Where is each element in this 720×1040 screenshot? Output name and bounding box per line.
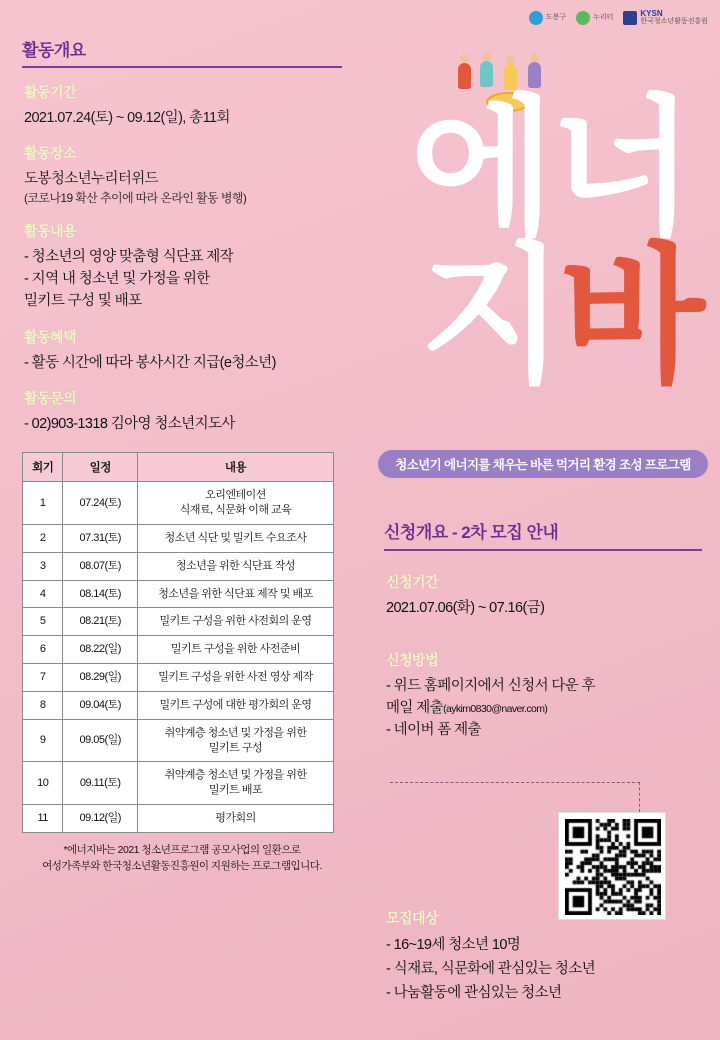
activity-place-label: 활동장소 (24, 145, 77, 162)
application-method-line-3: - 네이버 폼 제출 (386, 721, 481, 738)
application-overview-title: 신청개요 - 2차 모집 안내 (384, 518, 702, 551)
activity-content-label: 활동내용 (24, 223, 77, 240)
activity-benefit-value (24, 353, 352, 375)
kysn-logo-abbrev: KYSN (640, 9, 663, 18)
schedule-cell-content: 청소년을 위한 식단표 제작 및 배포 (138, 580, 334, 608)
schedule-cell-date: 09.11(토) (63, 762, 138, 805)
schedule-cell-date: 08.22(일) (63, 636, 138, 664)
recruit-target-line-3: - 나눔활동에 관심있는 청소년 (386, 984, 562, 1001)
activity-benefit-note: (e청소년) (219, 354, 276, 371)
title-char-2: 너 (550, 84, 689, 252)
program-footnote: *에너지바는 2021 청소년프로그램 공모사업의 일환으로 여성가족부와 한국청소년활동진흥원이 지원하는 프로그램입니다. (42, 843, 322, 872)
table-row (23, 608, 334, 636)
recruit-target-line-2: - 식재료, 식문화에 관심있는 청소년 (386, 960, 596, 977)
activity-overview-title: 활동개요 (22, 36, 342, 68)
right-column (372, 0, 708, 1040)
table-row (23, 524, 334, 552)
schedule-cell-content: 취약계층 청소년 및 가정을 위한 밀키트 배포 (138, 762, 334, 805)
schedule-cell-date: 07.24(토) (63, 482, 138, 525)
table-row (23, 664, 334, 692)
schedule-cell-no: 10 (23, 762, 63, 805)
recruit-target-line-1: - 16~19세 청소년 10명 (386, 937, 521, 953)
schedule-cell-date: 09.05(일) (63, 719, 138, 762)
title-char-1: 에 (410, 84, 549, 252)
schedule-cell-date: 07.31(토) (63, 524, 138, 552)
activity-content-line-1: - 청소년의 영양 맞춤형 식단표 제작 (24, 249, 234, 266)
schedule-cell-date: 08.14(토) (63, 580, 138, 608)
schedule-cell-content: 평가회의 (138, 805, 334, 833)
schedule-cell-content: 오리엔테이션 식재료, 식문화 이해 교육 (138, 482, 334, 525)
qr-connector-line (390, 782, 640, 783)
schedule-cell-content: 밀키트 구성을 위한 사전회의 운영 (138, 608, 334, 636)
schedule-cell-no: 1 (23, 482, 63, 525)
schedule-header-row (23, 453, 334, 482)
application-method-block (386, 650, 704, 741)
table-row (23, 552, 334, 580)
application-qr-code[interactable] (558, 812, 666, 920)
schedule-cell-no: 8 (23, 691, 63, 719)
qr-connector-line-vertical (639, 782, 640, 812)
application-method-line-2 (386, 698, 704, 720)
activity-contact-label: 활동문의 (24, 390, 77, 407)
qr-code-image (565, 819, 661, 915)
table-row (23, 762, 334, 805)
activity-overview-column (22, 36, 352, 874)
schedule-cell-no: 3 (23, 552, 63, 580)
schedule-cell-date: 08.29(일) (63, 664, 138, 692)
schedule-cell-date: 08.21(토) (63, 608, 138, 636)
activity-content-line-2: - 지역 내 청소년 및 가정을 위한 (24, 271, 210, 288)
schedule-cell-no: 4 (23, 580, 63, 608)
schedule-cell-content: 청소년을 위한 식단표 작성 (138, 552, 334, 580)
schedule-table (22, 452, 334, 833)
activity-period-label: 활동기간 (24, 84, 77, 100)
schedule-cell-content: 밀키트 구성에 대한 평가회의 운영 (138, 691, 334, 719)
schedule-header-date: 일정 (63, 453, 138, 482)
recruit-target-block (386, 908, 704, 1006)
application-method-line-2-text: 메일 제출 (386, 699, 444, 716)
schedule-cell-no: 6 (23, 636, 63, 664)
activity-content-line-3: 밀키트 구성 및 배포 (24, 292, 142, 309)
kysn-logo-full: 한국청소년활동진흥원 (640, 18, 708, 26)
activity-period-value: 2021.07.24(토) ~ 09.12(일), 총11회 (24, 110, 230, 126)
activity-benefit-label: 활동혜택 (24, 328, 77, 345)
schedule-header-content: 내용 (138, 453, 334, 482)
dobong-gu-logo-text: 도봉구 (545, 14, 567, 22)
schedule-cell-content: 밀키트 구성을 위한 사전준비 (138, 636, 334, 664)
title-char-4: 바 (560, 232, 699, 400)
table-row (23, 805, 334, 833)
recruit-target-label: 모집대상 (386, 910, 439, 926)
application-method-label: 신청방법 (386, 652, 439, 668)
program-title-art (390, 86, 710, 426)
application-email: (aykim0830@naver.com) (443, 702, 548, 715)
schedule-cell-no: 11 (23, 805, 63, 833)
application-period-block (386, 572, 704, 620)
application-method-line-1: - 위드 홈페이지에서 신청서 다운 후 (386, 678, 596, 694)
schedule-cell-date: 08.07(토) (63, 552, 138, 580)
schedule-cell-content: 밀키트 구성을 위한 사전 영상 제작 (138, 664, 334, 692)
schedule-cell-content: 청소년 식단 및 밀키트 수요조사 (138, 524, 334, 552)
table-row (23, 482, 334, 525)
activity-benefit-text: - 활동 시간에 따라 봉사시간 지급 (24, 354, 220, 371)
schedule-cell-no: 7 (23, 664, 63, 692)
schedule-cell-no: 5 (23, 608, 63, 636)
title-char-3: 지 (420, 232, 559, 400)
table-row (23, 636, 334, 664)
schedule-cell-content: 취약계층 청소년 및 가정을 위한 밀키트 구성 (138, 719, 334, 762)
schedule-cell-date: 09.12(일) (63, 805, 138, 833)
schedule-cell-no: 9 (23, 719, 63, 762)
schedule-cell-date: 09.04(토) (63, 691, 138, 719)
table-row (23, 691, 334, 719)
table-row (23, 580, 334, 608)
program-tagline-ribbon: 청소년기 에너지를 채우는 바른 먹거리 환경 조성 프로그램 (378, 450, 708, 478)
activity-place-note: (코로나19 확산 추이에 따라 온라인 활동 병행) (24, 191, 247, 206)
schedule-cell-no: 2 (23, 524, 63, 552)
activity-place-value: 도봉청소년누리터위드 (24, 171, 159, 188)
activity-contact-value: - 02)903-1318 김아영 청소년지도사 (24, 416, 235, 433)
schedule-body (23, 482, 334, 833)
table-row (23, 719, 334, 762)
application-period-label: 신청기간 (386, 574, 439, 590)
application-period-value: 2021.07.06(화) ~ 07.16(금) (386, 600, 545, 616)
schedule-header-no: 회기 (23, 453, 63, 482)
nuriteo-wide-logo-text: 누리터 (593, 14, 614, 22)
